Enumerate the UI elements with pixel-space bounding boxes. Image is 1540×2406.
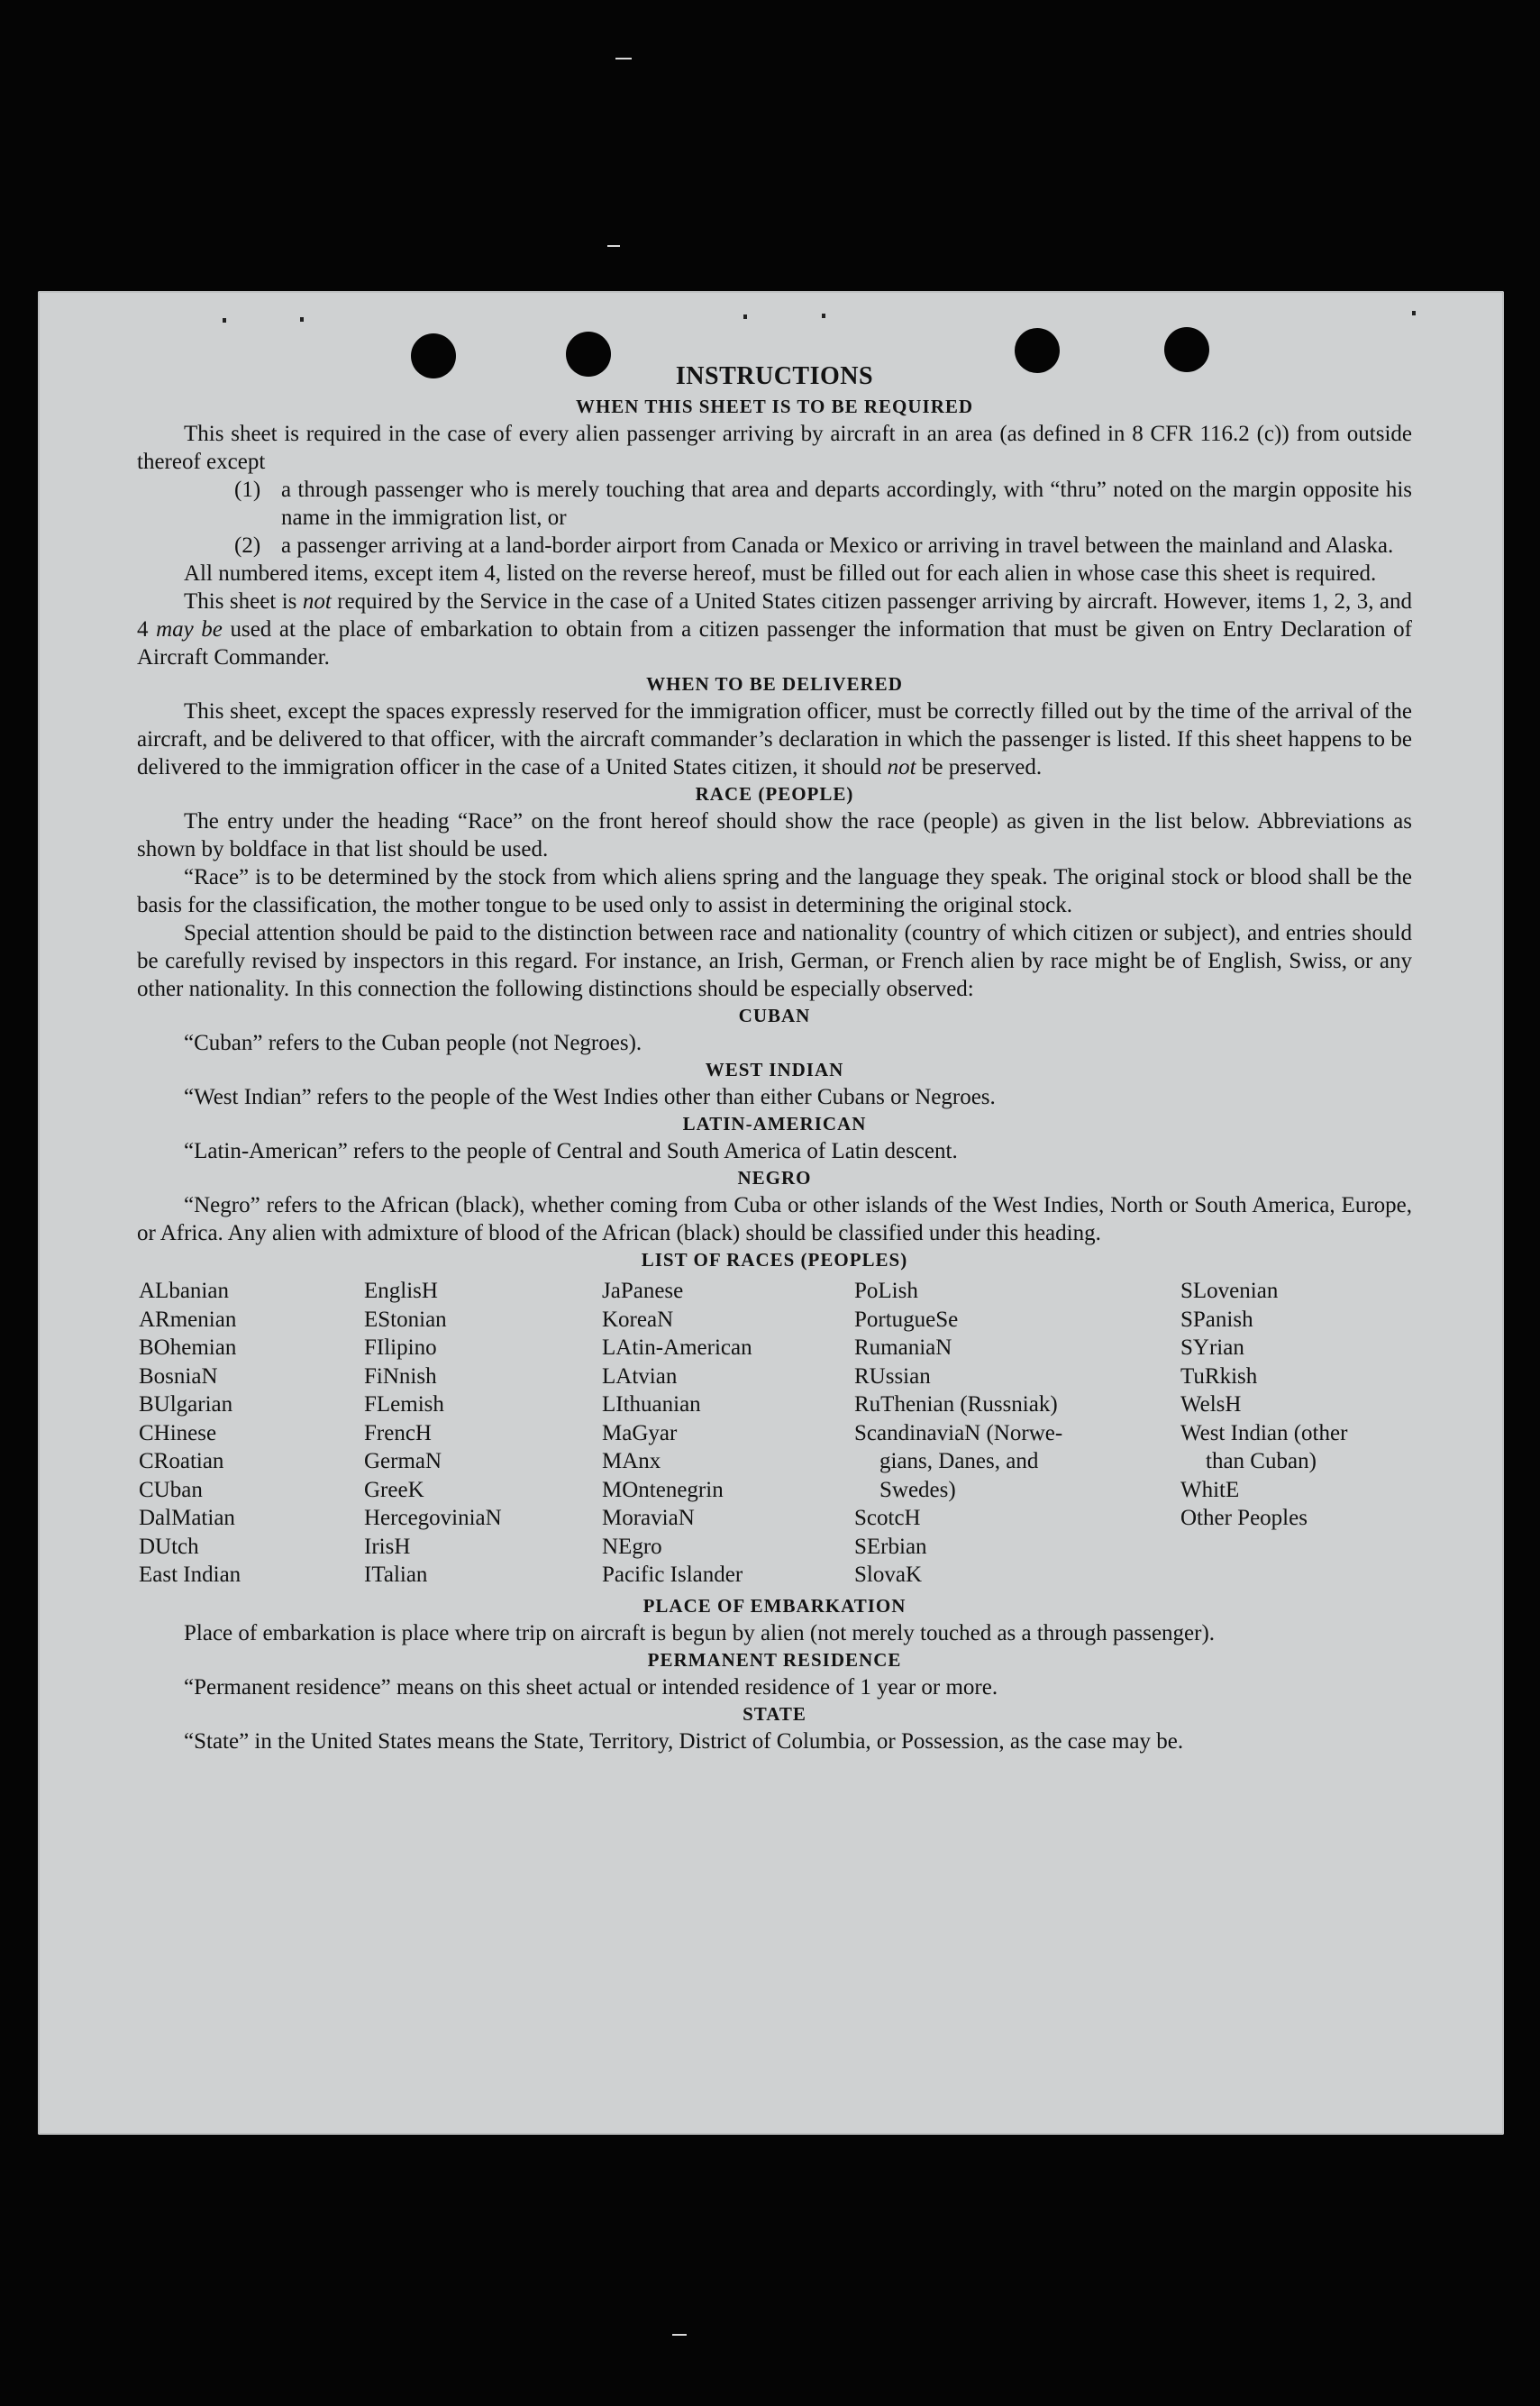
emphasis: may be [156, 617, 223, 642]
race-entry: BosniaN [139, 1363, 218, 1389]
section-heading-delivered: WHEN TO BE DELIVERED [646, 673, 903, 695]
race-entry: RuThenian (Russniak) [854, 1392, 1058, 1417]
race-entry: BUlgarian [139, 1392, 233, 1417]
race-entry: SErbian [854, 1534, 927, 1559]
race-entry: LAtvian [602, 1363, 678, 1389]
race-entry: EStonian [364, 1307, 447, 1332]
races-column [854, 1277, 1180, 1590]
speck [822, 314, 825, 318]
race-entry: EnglisH [364, 1279, 438, 1303]
numbered-item [234, 532, 1412, 560]
race-entry: SPanish [1180, 1307, 1253, 1332]
section-heading-residence: PERMANENT RESIDENCE [647, 1648, 902, 1671]
race-entry: DUtch [139, 1534, 199, 1559]
race-entry: Pacific Islander [602, 1563, 743, 1587]
race-entry: RumaniaN [854, 1335, 952, 1360]
race-entry: WhitE [1180, 1477, 1240, 1502]
race-entry: than Cuban) [1206, 1449, 1317, 1473]
race-entry: SlovaK [854, 1563, 922, 1587]
races-column [364, 1277, 602, 1590]
speck [300, 317, 304, 322]
film-mark-upper [607, 245, 620, 247]
item-text: a passenger arriving at a land-border airport from Canada or Mexico or arriving in travel between the mainland and Alaska. [281, 533, 1394, 558]
race-entry: MAnx [602, 1449, 661, 1473]
race-entry: HercegoviniaN [364, 1506, 502, 1530]
race-entry: ALbanian [139, 1279, 229, 1303]
race-entry: SLovenian [1180, 1279, 1279, 1303]
paragraph: All numbered items, except item 4, listed on the reverse hereof, must be filled out for each alien in whose case this sheet is required. [184, 561, 1377, 586]
race-entry: MaGyar [602, 1420, 678, 1445]
text-span: required by the Service in the case of a United States citizen passenger arriving by aircraft. However, items 1, 2, 3, and 4 [137, 589, 1412, 642]
race-entry: KoreaN [602, 1307, 674, 1332]
text-span: be preserved. [916, 755, 1043, 779]
speck [223, 318, 226, 323]
instruction-sheet [38, 291, 1504, 2135]
race-entry: East Indian [139, 1563, 241, 1587]
race-entry: ARmenian [139, 1307, 237, 1332]
paragraph: “Latin-American” refers to the people of Central and South America of Latin descent. [184, 1139, 958, 1163]
race-entry: CUban [139, 1477, 203, 1502]
race-entry: FiNnish [364, 1363, 437, 1389]
paragraph: “West Indian” refers to the people of the West Indies other than either Cubans or Negroes. [184, 1085, 996, 1109]
paragraph: Place of embarkation is place where trip on aircraft is begun by alien (not merely touched as a through passenger). [184, 1620, 1216, 1645]
paragraph: This sheet is required in the case of every alien passenger arriving by aircraft in an area (as defined in 8 CFR 116.2 (c)) from outside thereof except [137, 422, 1412, 474]
paragraph: “Race” is to be determined by the stock from which aliens spring and the language they speak. The original stock or blood shall be the basis for the classification, the mother tongue to be used only to assist in determining the original stock. [137, 865, 1412, 917]
item-number: (1) [234, 478, 261, 502]
race-entry: PoLish [854, 1279, 918, 1303]
paragraph [137, 588, 1412, 671]
races-list-heading: LIST OF RACES (PEOPLES) [641, 1249, 908, 1271]
race-entry: GermaN [364, 1449, 442, 1473]
section-heading-race: RACE (PEOPLE) [695, 783, 854, 805]
subheading-negro: NEGRO [737, 1167, 812, 1189]
film-mark-top [615, 58, 632, 59]
races-column [139, 1277, 364, 1590]
race-entry: MoraviaN [602, 1506, 695, 1530]
races-column [602, 1277, 854, 1590]
subheading-west-indian: WEST INDIAN [705, 1059, 844, 1080]
race-entry: SYrian [1180, 1335, 1244, 1360]
section-heading-embarkation: PLACE OF EMBARKATION [642, 1594, 907, 1617]
item-number: (2) [234, 533, 261, 558]
race-entry: RUssian [854, 1363, 931, 1389]
race-entry: FrencH [364, 1420, 432, 1445]
race-entry: JaPanese [602, 1279, 684, 1303]
instructions-content [137, 361, 1412, 1755]
race-entry: ScandinaviaN (Norwe- [854, 1420, 1063, 1445]
film-mark-bottom [672, 2334, 687, 2336]
text-span: This sheet, except the spaces expressly reserved for the immigration officer, must be correctly filled out by the time of the arrival of the aircraft, and be delivered to that officer, with the aircraft commander’s declaration in which the passenger is listed. If this sheet happens to be delivered to the immigration officer in the case of a United States citizen, it should [137, 699, 1412, 779]
subheading-cuban: CUBAN [738, 1005, 811, 1026]
race-entry: FLemish [364, 1392, 444, 1417]
race-entry: BOhemian [139, 1335, 237, 1360]
race-entry: LIthuanian [602, 1392, 701, 1417]
speck [1412, 311, 1416, 315]
race-entry: PortugueSe [854, 1307, 959, 1332]
race-entry: GreeK [364, 1477, 424, 1502]
paragraph: “Negro” refers to the African (black), whether coming from Cuba or other islands of the West Indies, North or South America, Europe, or Africa. Any alien with admixture of blood of the African (black) should be classified under this heading. [137, 1193, 1412, 1245]
section-heading-state: STATE [743, 1702, 806, 1725]
item-text: a through passenger who is merely touching that area and departs accordingly, with “thru” noted on the margin opposite his name in the immigration list, or [281, 478, 1412, 530]
subheading-latin-american: LATIN-AMERICAN [682, 1113, 867, 1135]
paragraph: The entry under the heading “Race” on the front hereof should show the race (people) as given in the list below. Abbreviations as shown by boldface in that list should be used. [137, 809, 1412, 861]
race-entry: DalMatian [139, 1506, 235, 1530]
race-entry: CRoatian [139, 1449, 224, 1473]
emphasis: not [302, 589, 332, 614]
race-entry: WelsH [1180, 1392, 1242, 1417]
paragraph: “State” in the United States means the State, Territory, District of Columbia, or Possession, as the case may be. [184, 1728, 1184, 1754]
race-entry: MOntenegrin [602, 1477, 724, 1502]
speck [743, 314, 747, 319]
race-entry: FIlipino [364, 1335, 437, 1360]
races-list [139, 1277, 1412, 1590]
paragraph: Special attention should be paid to the distinction between race and nationality (country of which citizen or subject), and entries should be carefully revised by inspectors in this regard. For instance, an Irish, German, or French alien by race might be of English, Swiss, or any other nationality. In this connection the following distinctions should be especially observed: [137, 921, 1412, 1001]
section-heading-required: WHEN THIS SHEET IS TO BE REQUIRED [575, 396, 974, 417]
paragraph: “Permanent residence” means on this sheet actual or intended residence of 1 year or more. [184, 1674, 998, 1700]
races-column [1180, 1277, 1414, 1590]
race-entry: CHinese [139, 1420, 217, 1445]
emphasis: not [887, 755, 916, 779]
race-entry: TuRkish [1180, 1363, 1258, 1389]
text-span: used at the place of embarkation to obtain from a citizen passenger the information that must be given on Entry Declaration of Aircraft Commander. [137, 617, 1413, 670]
race-entry: ScotcH [854, 1506, 921, 1530]
race-entry: ITalian [364, 1563, 428, 1587]
paragraph [137, 697, 1412, 781]
race-entry: IrisH [364, 1534, 411, 1559]
numbered-item [234, 476, 1412, 532]
race-entry: gians, Danes, and [879, 1449, 1039, 1473]
text-span: This sheet is [184, 589, 303, 614]
page-title: INSTRUCTIONS [675, 362, 874, 390]
race-entry: Other Peoples [1180, 1506, 1308, 1530]
race-entry: Swedes) [879, 1477, 956, 1502]
race-entry: West Indian (other [1180, 1420, 1348, 1445]
paragraph: “Cuban” refers to the Cuban people (not Negroes). [184, 1031, 642, 1055]
race-entry: LAtin-American [602, 1335, 752, 1360]
race-entry: NEgro [602, 1534, 662, 1559]
